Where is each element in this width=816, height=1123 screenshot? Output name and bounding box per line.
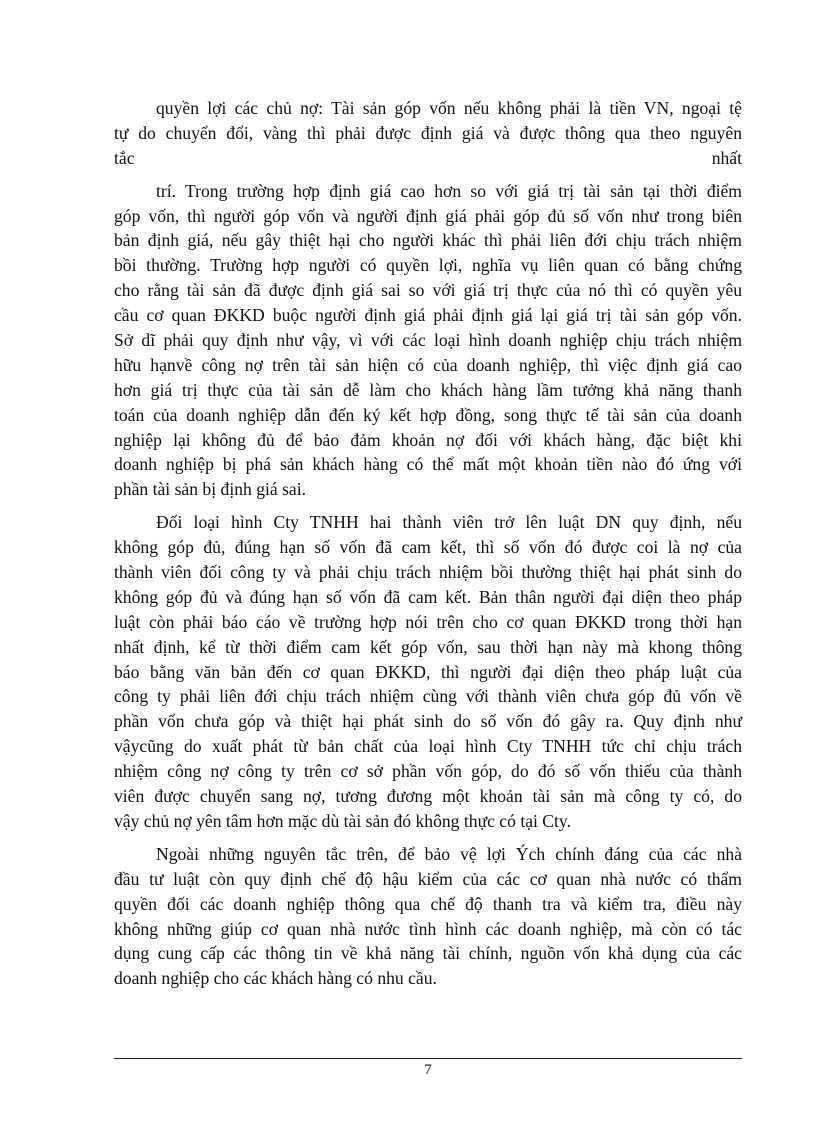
text-line: phần vốn chưa góp và thiệt hại phát sinh do số vốn đó gây ra. Quy định như	[114, 711, 742, 732]
text-line: Sở dĩ phải quy định như vậy, vì với các loại hình doanh nghiệp chịu trách nhiệm	[114, 330, 742, 351]
text-line: vậycũng do xuất phát từ bản chất của loại hình Cty TNHH tức chỉ chịu trách	[114, 736, 742, 757]
text-line: góp vốn, thì người góp vốn và người định giá phải góp đủ số vốn như trong biên	[114, 205, 742, 226]
text-line: không góp đủ và đúng hạn số vốn đã cam kết. Bản thân người đại diện theo pháp	[114, 586, 742, 607]
text-line: vậy chủ nợ yên tâm hơn mặc dù tài sản đó không thực có tại Cty.	[114, 810, 571, 831]
text-line: không những giúp cơ quan nhà nước tình hình các doanh nghiệp, mà còn có tác	[114, 918, 742, 939]
text-line: cho rằng tài sản đã được định giá sai so với giá trị thực của nó thì có quyền yêu	[114, 280, 742, 301]
text-line: quyền lợi các chủ nợ: Tài sản góp vốn nếu không phải là tiền VN, ngoại tệ	[156, 98, 742, 118]
text-line: tắc nhất	[114, 147, 742, 168]
text-line: báo bằng văn bản đến cơ quan ĐKKD, thì người đại diện theo pháp luật của	[114, 661, 742, 682]
document-body	[114, 96, 742, 991]
text-line: toán của doanh nghiệp dẫn đến ký kết hợp đồng, song thực tế tài sản của doanh	[114, 404, 742, 425]
footer-divider	[114, 1058, 742, 1059]
text-line: hữu hạnvề công nợ trên tài sản hiện có của doanh nghiệp, thì việc định giá cao	[114, 354, 742, 375]
text-line: doanh nghiệp cho các khách hàng có nhu cầu.	[114, 968, 437, 989]
text-line: doanh nghiệp bị phá sản khách hàng có thể mất một khoản tiền nào đó ứng với	[114, 454, 742, 475]
text-line: công ty phải liên đới chịu trách nhiệm cùng với thành viên chưa góp đủ vốn về	[114, 686, 742, 707]
text-line: viên được chuyển sang nợ, tương đương một khoản tài sản mà công ty có, do	[114, 786, 742, 807]
text-line: thành viên đối công ty và phải chịu trách nhiệm bồi thường thiệt hại phát sinh do	[114, 562, 742, 583]
text-line: Đối loại hình Cty TNHH hai thành viên trở lên luật DN quy định, nếu	[156, 512, 742, 533]
text-line: đầu tư luật còn quy định chế độ hậu kiểm của các cơ quan nhà nước có thẩm	[114, 868, 742, 889]
text-line: quyền đối các doanh nghiệp thông qua chế độ thanh tra và kiểm tra, điều này	[114, 893, 742, 914]
text-line: phần tài sản bị định giá sai.	[114, 479, 307, 500]
text-line: dụng cung cấp các thông tin về khả năng tài chính, nguồn vốn khả dụng của các	[114, 943, 742, 964]
text-line: không góp đủ, đúng hạn số vốn đã cam kết, thì số vốn đó được coi là nợ của	[114, 537, 742, 558]
text-line: hơn giá trị thực của tài sản dễ làm cho khách hàng lầm tưởng khả năng thanh	[114, 379, 742, 400]
paragraph	[114, 842, 742, 991]
page-number: 7	[424, 1062, 432, 1078]
text-line: trí. Trong trường hợp định giá cao hơn so với giá trị tài sản tại thời điểm	[156, 180, 742, 201]
text-line: nhất định, kể từ thời điểm cam kết góp vốn, sau thời hạn này mà khong thông	[114, 636, 742, 657]
text-line: bồi thường. Trường hợp người có quyền lợi, nghĩa vụ liên quan có bằng chứng	[114, 255, 742, 276]
text-line: luật còn phải báo cáo về trường hợp nói trên cho cơ quan ĐKKD trong thời hạn	[114, 611, 742, 632]
text-line: Ngoài những nguyên tắc trên, để bảo vệ lợi Ých chính đáng của các nhà	[156, 843, 742, 864]
text-line: nghiệp lại không đủ để bảo đảm khoản nợ đối với khách hàng, đặc biệt khi	[114, 429, 742, 450]
text-line: tự do chuyển đổi, vàng thì phải được định giá và được thông qua theo nguyên	[114, 122, 742, 143]
paragraph	[114, 179, 742, 503]
text-line: cầu cơ quan ĐKKD buộc người định giá phải định giá lại giá trị tài sản góp vốn.	[114, 305, 742, 326]
paragraph	[114, 96, 742, 171]
paragraph	[114, 510, 742, 834]
text-line: bản định giá, nếu gây thiệt hại cho người khác thì phải liên đới chịu trách nhiệm	[114, 230, 742, 251]
text-line: nhiệm công nợ công ty trên cơ sở phần vốn góp, do đó số vốn thiếu của thành	[114, 761, 742, 782]
